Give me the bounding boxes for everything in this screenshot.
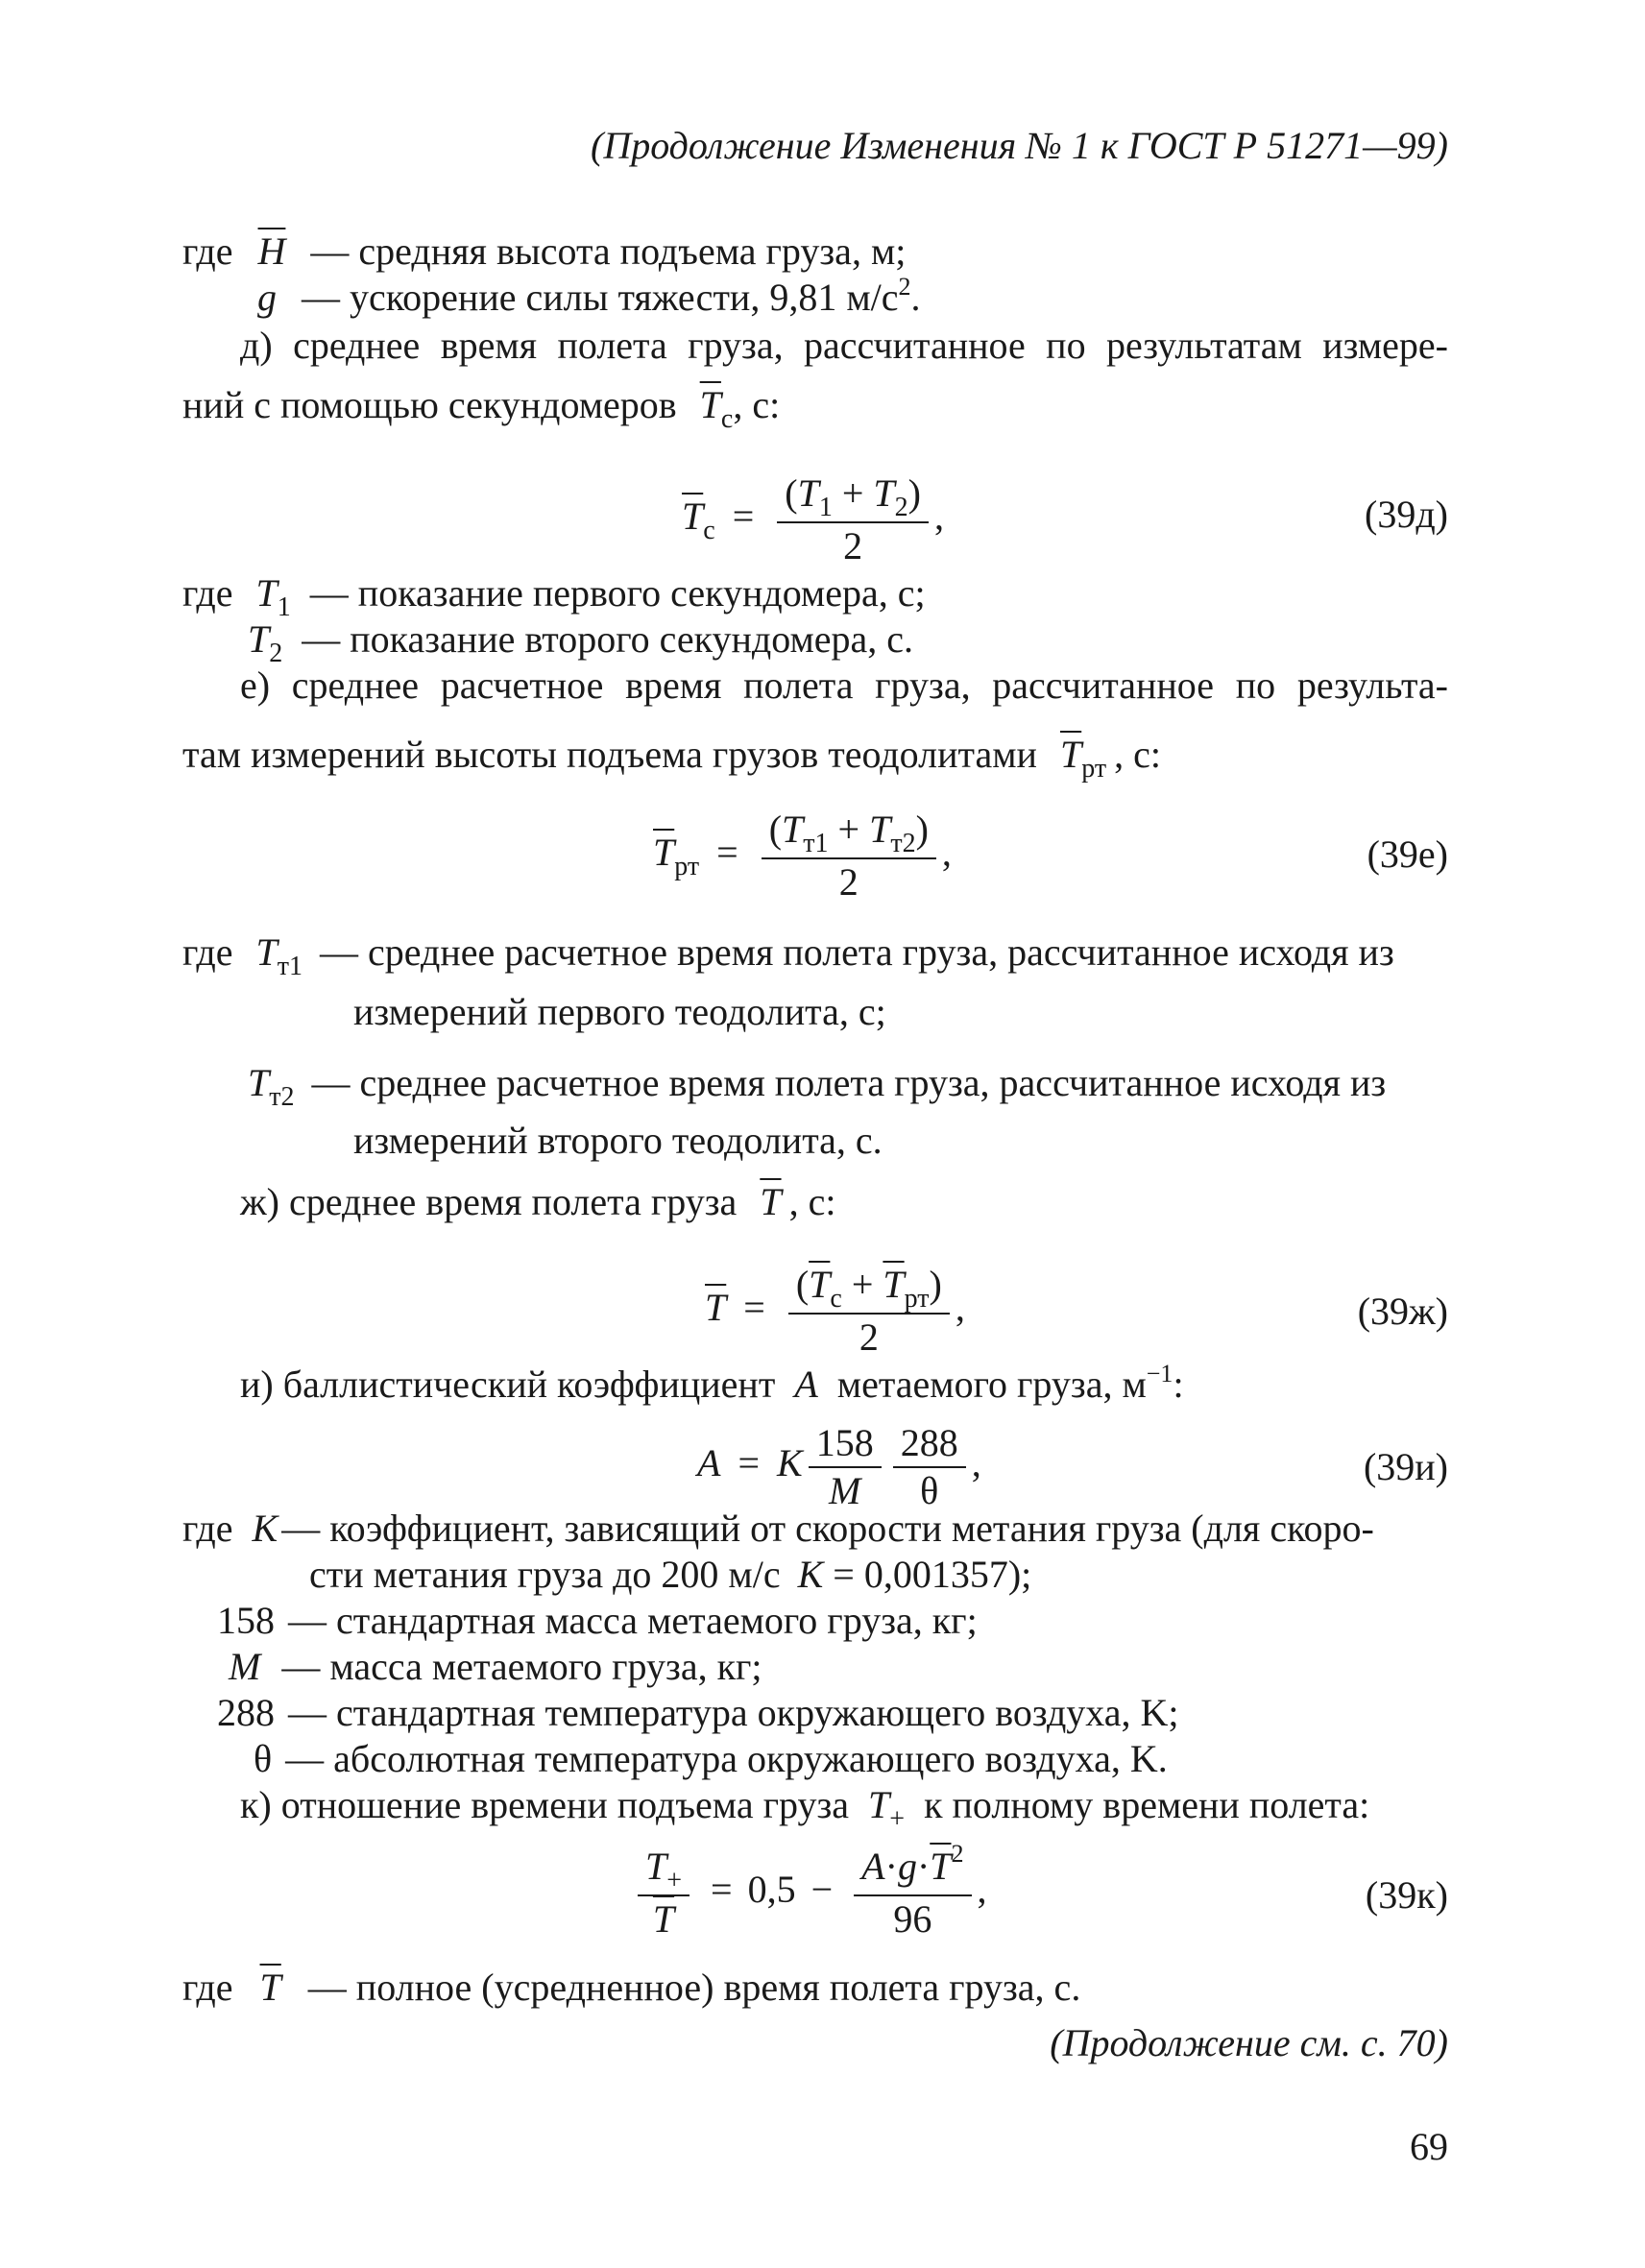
eq39k-lhs-numerator	[638, 1846, 689, 1896]
gde-word: где	[182, 1507, 233, 1550]
def-tt2-line1	[248, 1060, 1386, 1111]
eq39i-f2-numerator: 288	[893, 1422, 966, 1468]
symbol-288: 288	[217, 1691, 275, 1734]
def-tt2-desc: — среднее расчетное время полета груза, рассчитанное исходя из	[311, 1061, 1387, 1104]
eq39i-comma: ,	[971, 1441, 981, 1484]
eq39k-rhs-fraction	[854, 1840, 971, 1942]
symbol-m: M	[229, 1645, 261, 1688]
eq39e-numerator	[762, 808, 936, 859]
symbol-a: A	[794, 1363, 818, 1406]
symbol-tt1: T	[255, 930, 278, 974]
def-g-desc: — ускорение силы тяжести, 9,81 м/с	[302, 276, 899, 319]
def-k-desc: — коэффициент, зависящий от скорости метания груза (для скоро-	[281, 1507, 1374, 1550]
eq39e-denominator: 2	[838, 860, 859, 905]
eq39zh-trt-sub: рт	[904, 1284, 930, 1315]
symbol-theta: θ	[254, 1737, 273, 1780]
eq39d-lhs: $\overline{T}$	[682, 495, 704, 538]
dot-operator: ·	[916, 1845, 931, 1889]
equation-number-39d: (39д)	[1365, 493, 1448, 536]
def-k-line1	[182, 1506, 1374, 1552]
item-e-end: , с:	[1114, 733, 1161, 776]
item-k-text: к) отношение времени подъема груза	[240, 1783, 850, 1826]
symbol-trt-bar: $\overline{T}$	[1059, 733, 1082, 776]
equation-number-39i: (39и)	[1363, 1445, 1448, 1488]
equation-39k	[638, 1840, 987, 1942]
eq39k-t-sup: 2	[951, 1840, 964, 1869]
item-zh-text: ж) среднее время полета груза	[240, 1180, 738, 1223]
page-number: 69	[1410, 2125, 1448, 2168]
eq39e-comma: ,	[941, 831, 952, 874]
symbol-h-bar: $\overline{H}$	[257, 229, 286, 273]
symbol-tt1-sub: т1	[277, 952, 303, 981]
def-158-desc: — стандартная масса метаемого груза, кг;	[288, 1599, 978, 1642]
item-d-line1: д) среднее время полета груза, рассчитанное по результатам измере-	[240, 324, 1448, 367]
eq39i-equals: =	[738, 1441, 760, 1484]
eq39e-fraction	[762, 808, 936, 904]
def-t-last-desc: — полное (усредненное) время полета груза, с.	[307, 1966, 1081, 2009]
paren-close: )	[915, 808, 929, 852]
eq39zh-equals: =	[743, 1286, 765, 1329]
eq39i-k: K	[777, 1441, 803, 1484]
symbol-t1-sub: 1	[277, 592, 291, 622]
eq39i-f1-numerator: 158	[809, 1422, 882, 1468]
eq39zh-denominator: 2	[859, 1315, 879, 1360]
item-zh-line	[240, 1179, 835, 1225]
gde-word: где	[182, 229, 233, 273]
eq39k-a: A	[861, 1845, 885, 1889]
def-t2-desc: — показание второго секундомера, с.	[302, 617, 914, 661]
item-i-line	[240, 1362, 1184, 1412]
def-g-end: .	[910, 276, 921, 319]
symbol-k: K	[252, 1507, 278, 1550]
eq39zh-comma: ,	[955, 1286, 965, 1329]
eq39k-lhs-fraction	[638, 1846, 689, 1941]
eq39d-lhs-sub: с	[703, 516, 715, 545]
equation-39e	[653, 807, 952, 905]
paren-open: (	[795, 1263, 810, 1307]
eq39e-tt1: T	[782, 808, 804, 852]
equation-number-39e: (39е)	[1367, 832, 1448, 876]
symbol-tt2-sub: т2	[269, 1082, 295, 1112]
eq39k-lhs-denominator: T	[652, 1897, 675, 1942]
eq39d-denominator: 2	[843, 524, 863, 568]
eq39k-rhs-denominator: 96	[893, 1897, 932, 1942]
item-zh-end: , с:	[788, 1180, 836, 1223]
symbol-t-bar: $\overline{T}$	[760, 1180, 782, 1223]
eq39d-t1: T	[797, 471, 819, 516]
item-d-text: ний с помощью секундомеров	[182, 383, 677, 426]
def-m-line	[229, 1644, 762, 1690]
def-t1-line	[182, 570, 926, 621]
def-g-line	[257, 275, 921, 326]
eq39e-tt2: T	[869, 808, 891, 852]
paren-open: (	[785, 471, 798, 516]
symbol-tplus-sub: +	[889, 1804, 906, 1834]
symbol-t2: T	[248, 617, 270, 661]
eq39i-lhs: A	[697, 1441, 721, 1484]
eq39k-t-bar: $\overline{T}$	[930, 1845, 952, 1889]
def-k-line2	[309, 1552, 1031, 1598]
eq39d-numerator	[777, 472, 929, 523]
paren-open: (	[768, 808, 783, 852]
paren-close: )	[929, 1263, 942, 1307]
symbol-tt2: T	[248, 1061, 270, 1104]
eq39d-fraction	[777, 472, 929, 567]
item-i-end: :	[1173, 1363, 1184, 1406]
eq39i-fraction-1	[809, 1422, 882, 1512]
equation-39i	[697, 1417, 981, 1512]
eq39zh-tc-sub: с	[830, 1284, 842, 1315]
plus-sign: +	[841, 471, 864, 516]
eq39d-t1-sub: 1	[818, 493, 833, 523]
def-t1-desc: — показание первого секундомера, с;	[309, 571, 926, 615]
symbol-trt-sub: рт	[1081, 754, 1107, 784]
symbol-t-bar: $\overline{T}$	[259, 1966, 281, 2009]
gde-word: где	[182, 571, 233, 615]
symbol-tplus: T	[868, 1783, 890, 1826]
eq39zh-tc: $\overline{T}$	[809, 1263, 831, 1307]
symbol-t1: T	[255, 571, 278, 615]
def-tt1-line2: измерений первого теодолита, с;	[353, 990, 886, 1033]
def-158-line	[217, 1598, 978, 1644]
def-theta-line	[254, 1736, 1168, 1782]
eq39d-equals: =	[732, 495, 755, 538]
item-i-sup: −1	[1146, 1360, 1173, 1387]
equation-39zh	[705, 1262, 965, 1360]
dot-operator: ·	[884, 1845, 898, 1889]
equation-39d	[682, 470, 944, 568]
eq39i-f2-denominator: θ	[920, 1468, 939, 1512]
def-tt1-line1	[182, 929, 1394, 980]
continued-note: (Продолжение см. с. 70)	[1050, 2021, 1448, 2064]
item-e-line2	[182, 732, 1161, 783]
def-theta-desc: — абсолютная температура окружающего воздуха, K.	[285, 1737, 1168, 1780]
equation-number-39k: (39к)	[1365, 1873, 1448, 1917]
def-k-line2-text: сти метания груза до 200 м/с	[309, 1553, 781, 1596]
item-i-text2: метаемого груза, м	[836, 1363, 1147, 1406]
eq39e-lhs: $\overline{T}$	[653, 831, 675, 874]
eq39i-fraction-2	[893, 1422, 966, 1512]
eq39d-t2: T	[873, 471, 895, 516]
def-t-last-line	[182, 1965, 1080, 2011]
gde-word: где	[182, 930, 233, 974]
symbol-k-inline: K	[797, 1553, 824, 1596]
eq39e-tt1-sub: т1	[803, 829, 829, 859]
symbol-g: g	[257, 276, 277, 319]
def-288-desc: — стандартная температура окружающего воздуха, K;	[288, 1691, 1179, 1734]
eq39i-f1-denominator: M	[829, 1468, 861, 1512]
running-header: (Продолжение Изменения № 1 к ГОСТ Р 51271—99)	[591, 124, 1448, 167]
plus-sign: +	[837, 808, 860, 852]
def-m-desc: — масса метаемого груза, кг;	[281, 1645, 762, 1688]
eq39zh-numerator	[788, 1264, 950, 1315]
def-g-sup: 2	[898, 273, 911, 301]
paren-close: )	[907, 471, 921, 516]
symbol-tc-sub: с	[720, 404, 734, 434]
eq39k-tplus-sub: +	[666, 1866, 683, 1896]
eq39k-constant: 0,5	[747, 1868, 796, 1911]
item-k-line	[240, 1782, 1369, 1833]
eq39d-comma: ,	[933, 495, 944, 538]
symbol-t2-sub: 2	[269, 639, 283, 668]
def-h-line	[182, 229, 906, 275]
eq39k-g: g	[897, 1845, 917, 1889]
eq39k-equals: =	[711, 1868, 733, 1911]
def-tt2-line2: измерений второго теодолита, с.	[353, 1119, 883, 1162]
eq39k-tplus: T	[645, 1845, 667, 1889]
eq39e-lhs-sub: рт	[674, 852, 700, 881]
plus-sign: +	[851, 1263, 874, 1307]
eq39k-comma: ,	[977, 1868, 987, 1911]
def-k-value: = 0,001357);	[833, 1553, 1032, 1596]
item-e-line1: е) среднее расчетное время полета груза, рассчитанное по результа-	[240, 664, 1448, 707]
gde-word: где	[182, 1966, 233, 2009]
symbol-tc-bar: $\overline{T}$	[699, 383, 721, 426]
eq39zh-fraction	[788, 1264, 950, 1359]
eq39k-rhs-numerator	[854, 1840, 971, 1896]
def-tt1-desc: — среднее расчетное время полета груза, рассчитанное исходя из	[320, 930, 1394, 974]
item-d-line2	[182, 382, 780, 433]
eq39d-t2-sub: 2	[894, 493, 908, 523]
def-288-line	[217, 1690, 1179, 1736]
eq39e-tt2-sub: т2	[890, 829, 916, 859]
item-k-text2: к полному времени полета:	[924, 1783, 1370, 1826]
item-i-text: и) баллистический коэффициент	[240, 1363, 776, 1406]
def-t2-line	[248, 616, 913, 667]
def-h-desc: — средняя высота подъема груза, м;	[310, 229, 907, 273]
item-d-end: , с:	[733, 383, 781, 426]
eq39e-equals: =	[716, 831, 738, 874]
eq39k-minus: −	[810, 1868, 834, 1911]
eq39zh-lhs: $\overline{T}$	[705, 1286, 727, 1329]
item-e-text: там измерений высоты подъема грузов теодолитами	[182, 733, 1037, 776]
symbol-158: 158	[217, 1599, 275, 1642]
equation-number-39zh: (39ж)	[1357, 1290, 1448, 1333]
eq39zh-trt: $\overline{T}$	[883, 1263, 905, 1307]
